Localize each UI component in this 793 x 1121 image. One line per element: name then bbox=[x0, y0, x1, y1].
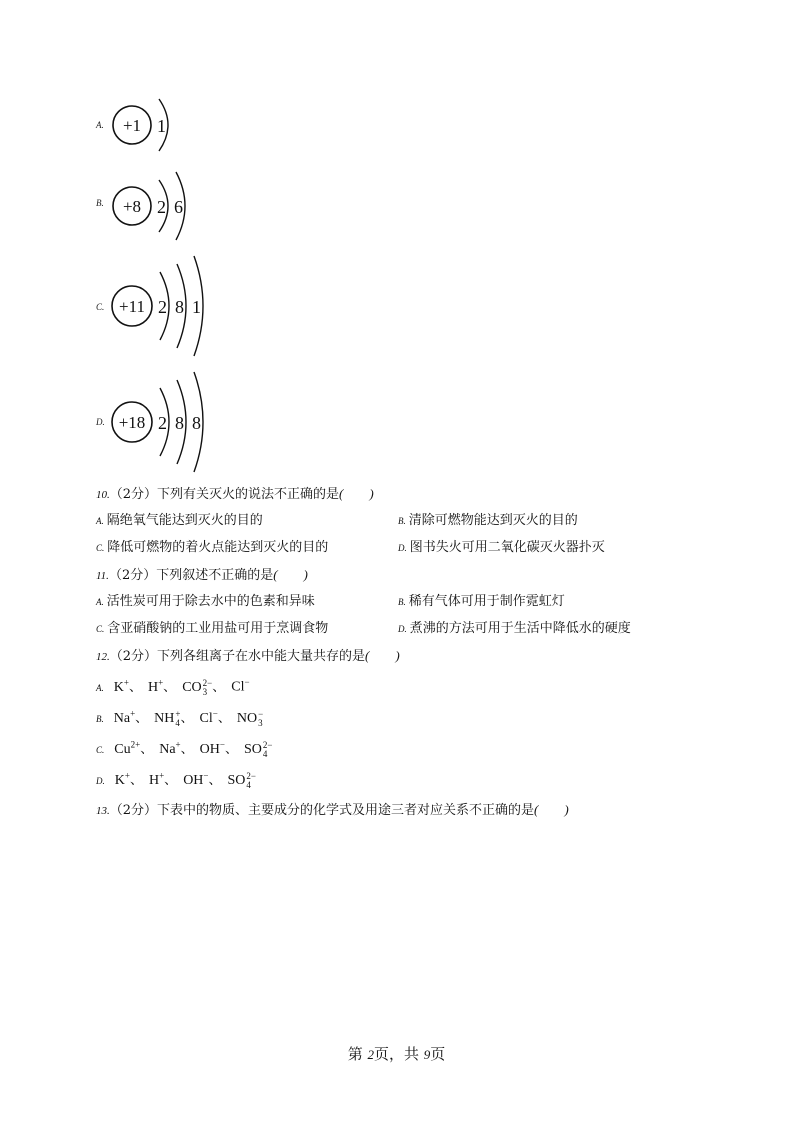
answer-paren: ( ) bbox=[273, 567, 308, 582]
q11-option-b[interactable]: B. 稀有气体可用于制作霓虹灯 bbox=[398, 594, 565, 609]
shell-electron-count: 1 bbox=[192, 297, 201, 317]
shell-electron-count: 2 bbox=[158, 297, 167, 317]
ion-formula: Na+、 bbox=[113, 708, 149, 726]
ion-formula: NO − 3 bbox=[236, 708, 264, 728]
ion-formula: OH−、 bbox=[183, 770, 222, 788]
ion-formula: K+、 bbox=[113, 677, 142, 695]
question-stem: （2分）下列叙述不正确的是 bbox=[108, 568, 274, 583]
ion-formula: OH−、 bbox=[199, 739, 238, 757]
nucleus-charge: +11 bbox=[119, 297, 145, 316]
atom-diagram bbox=[108, 168, 220, 244]
current-page-number: 2 bbox=[367, 1047, 374, 1062]
option-letter: D. bbox=[96, 776, 105, 786]
option-letter: C. bbox=[96, 745, 105, 755]
ion-formula: Cl− bbox=[231, 677, 250, 695]
option-letter: A. bbox=[96, 683, 104, 693]
q10-option-a[interactable]: A. 隔绝氧气能达到灭火的目的 bbox=[96, 513, 263, 528]
shell-electron-count: 8 bbox=[175, 297, 184, 317]
q10-option-c[interactable]: C. 降低可燃物的着火点能达到灭火的目的 bbox=[96, 540, 329, 555]
shell-electron-count: 8 bbox=[175, 413, 184, 433]
q11-option-d[interactable]: D. 煮沸的方法可用于生活中降低水的硬度 bbox=[398, 621, 631, 636]
ion-formula: Na+、 bbox=[159, 739, 194, 757]
atom-option-letter: D. bbox=[96, 417, 105, 427]
ion-formula: K+、 bbox=[114, 770, 143, 788]
q11-option-a[interactable]: A. 活性炭可用于除去水中的色素和异味 bbox=[96, 594, 315, 609]
ion-formula: H+、 bbox=[147, 677, 177, 695]
q10-option-d[interactable]: D. 图书失火可用二氧化碳灭火器扑灭 bbox=[398, 540, 605, 555]
ion-formula: H+、 bbox=[148, 770, 178, 788]
question-12 bbox=[96, 648, 400, 665]
total-page-number: 9 bbox=[423, 1047, 431, 1062]
atom-diagram bbox=[108, 368, 220, 476]
ion-formula: Cl−、 bbox=[199, 708, 231, 726]
question-stem: （2分）下列有关灭火的说法不正确的是 bbox=[109, 487, 340, 502]
q12-option-c[interactable] bbox=[96, 738, 278, 759]
shell-electron-count: 1 bbox=[157, 116, 166, 136]
ion-formula: SO 2− 4 bbox=[243, 739, 273, 759]
ion-formula: CO 2− 3 、 bbox=[182, 677, 226, 697]
shell-electron-count: 2 bbox=[157, 197, 166, 217]
answer-paren: ( ) bbox=[339, 486, 374, 501]
question-number: 11. bbox=[96, 570, 109, 582]
question-number: 12. bbox=[96, 651, 110, 663]
question-13 bbox=[96, 802, 569, 819]
shell-electron-count: 2 bbox=[158, 413, 167, 433]
q12-option-b[interactable] bbox=[96, 707, 269, 728]
atom-diagram bbox=[108, 96, 220, 154]
question-stem: （2分）下表中的物质、主要成分的化学式及用途三者对应关系不正确的是 bbox=[109, 803, 535, 818]
atom-option-letter: B. bbox=[96, 198, 104, 208]
q12-option-a[interactable] bbox=[96, 676, 256, 697]
ion-formula: NH + 4 、 bbox=[154, 708, 194, 728]
atom-option-letter: A. bbox=[96, 120, 104, 130]
question-10 bbox=[96, 486, 374, 503]
q11-option-c[interactable]: C. 含亚硝酸钠的工业用盐可用于烹调食物 bbox=[96, 621, 329, 636]
ion-formula: SO 2− 4 bbox=[227, 770, 256, 790]
nucleus-charge: +1 bbox=[122, 116, 142, 135]
question-11 bbox=[96, 567, 308, 584]
answer-paren: ( ) bbox=[534, 802, 569, 817]
question-stem: （2分）下列各组离子在水中能大量共存的是 bbox=[109, 649, 366, 664]
answer-paren: ( ) bbox=[365, 648, 400, 663]
atom-option-letter: C. bbox=[96, 302, 105, 312]
q12-option-d[interactable] bbox=[96, 769, 262, 790]
shell-electron-count: 8 bbox=[192, 413, 201, 433]
nucleus-charge: +18 bbox=[118, 413, 146, 432]
question-number: 13. bbox=[96, 805, 110, 817]
q10-option-b[interactable]: B. 清除可燃物能达到灭火的目的 bbox=[398, 513, 578, 528]
option-letter: B. bbox=[96, 714, 104, 724]
nucleus-charge: +8 bbox=[122, 197, 142, 216]
ion-formula: $Cu^{2+}$、 bbox=[114, 739, 154, 757]
atom-diagram bbox=[108, 252, 220, 360]
page-footer: 第 2页，共 9页 bbox=[347, 1045, 446, 1063]
question-number: 10. bbox=[96, 489, 110, 501]
shell-electron-count: 6 bbox=[174, 197, 183, 217]
